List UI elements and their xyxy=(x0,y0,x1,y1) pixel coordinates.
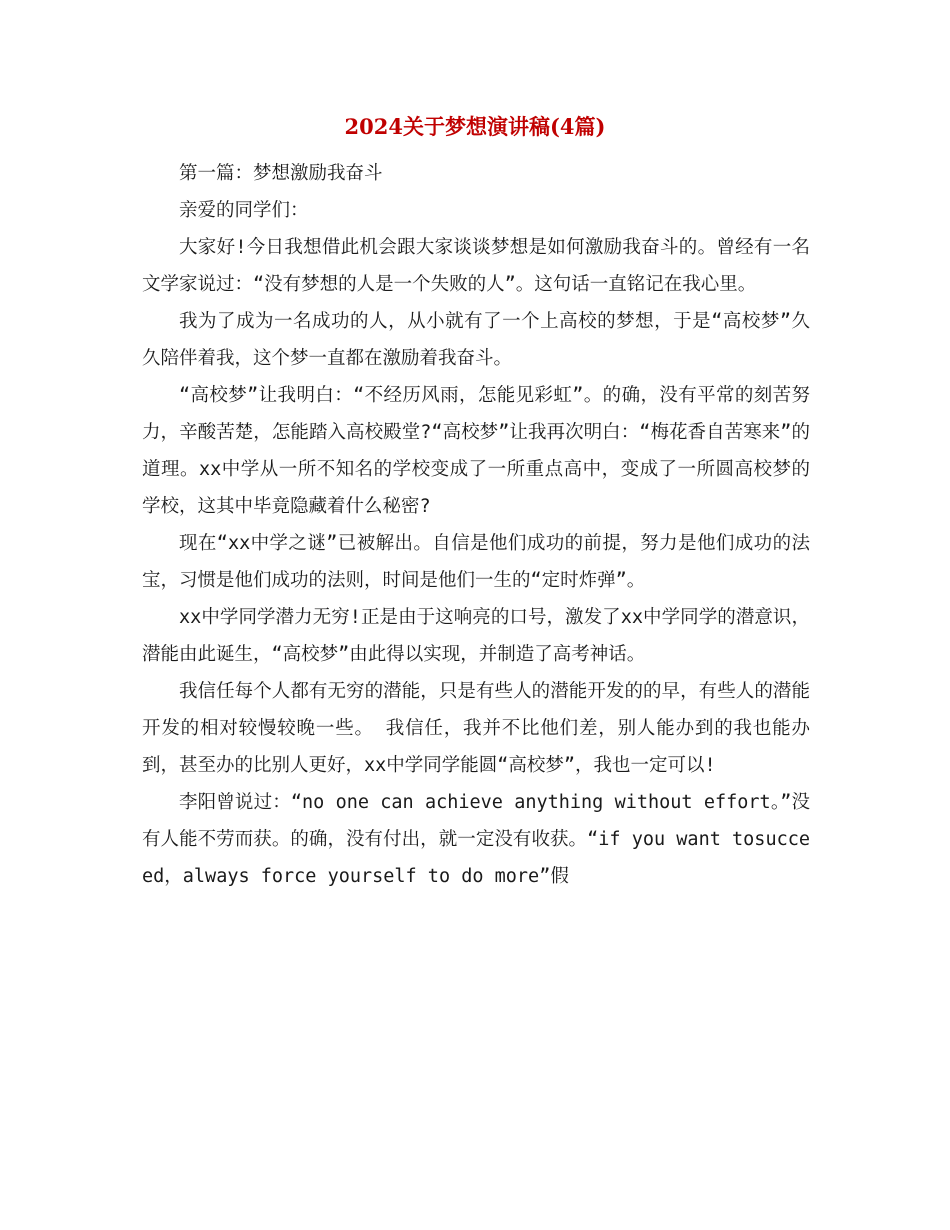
paragraph: 我为了成为一名成功的人，从小就有了一个上高校的梦想，于是“高校梦”久久陪伴着我，这个梦一直都在激励着我奋斗。 xyxy=(142,311,810,369)
paragraph: xx中学同学潜力无穷!正是由于这响亮的口号，激发了xx中学同学的潜意识，潜能由此诞生，“高校梦”由此得以实现，并制造了高考神话。 xyxy=(142,607,810,665)
document-title: 2024关于梦想演讲稿(4篇) xyxy=(344,114,606,139)
document-body xyxy=(142,155,810,895)
paragraph: 李阳曾说过：“no one can achieve anything without effort。”没有人能不劳而获。的确，没有付出，就一定没有收获。“if you want tosucceed，always force yourself to do more”假 xyxy=(142,792,810,887)
salutation: 亲爱的同学们： xyxy=(179,200,309,221)
paragraph: 现在“xx中学之谜”已被解出。自信是他们成功的前提，努力是他们成功的法宝，习惯是他们成功的法则，时间是他们一生的“定时炸弹”。 xyxy=(142,533,810,591)
paragraph: “高校梦”让我明白：“不经历风雨，怎能见彩虹”。的确，没有平常的刻苦努力，辛酸苦楚，怎能踏入高校殿堂?“高校梦”让我再次明白：“梅花香自苦寒来”的道理。xx中学从一所不知名的学校变成了一所重点高中，变成了一所圆高校梦的学校，这其中毕竟隐藏着什么秘密? xyxy=(142,385,810,517)
section-heading: 第一篇：梦想激励我奋斗 xyxy=(179,163,383,184)
paragraph: 我信任每个人都有无穷的潜能，只是有些人的潜能开发的的早，有些人的潜能开发的相对较慢较晚一些。 我信任，我并不比他们差，别人能办到的我也能办到，甚至办的比别人更好，xx中学同学能圆“高校梦”，我也一定可以! xyxy=(142,681,810,776)
paragraph: 大家好!今日我想借此机会跟大家谈谈梦想是如何激励我奋斗的。曾经有一名文学家说过：“没有梦想的人是一个失败的人”。这句话一直铭记在我心里。 xyxy=(142,237,810,295)
